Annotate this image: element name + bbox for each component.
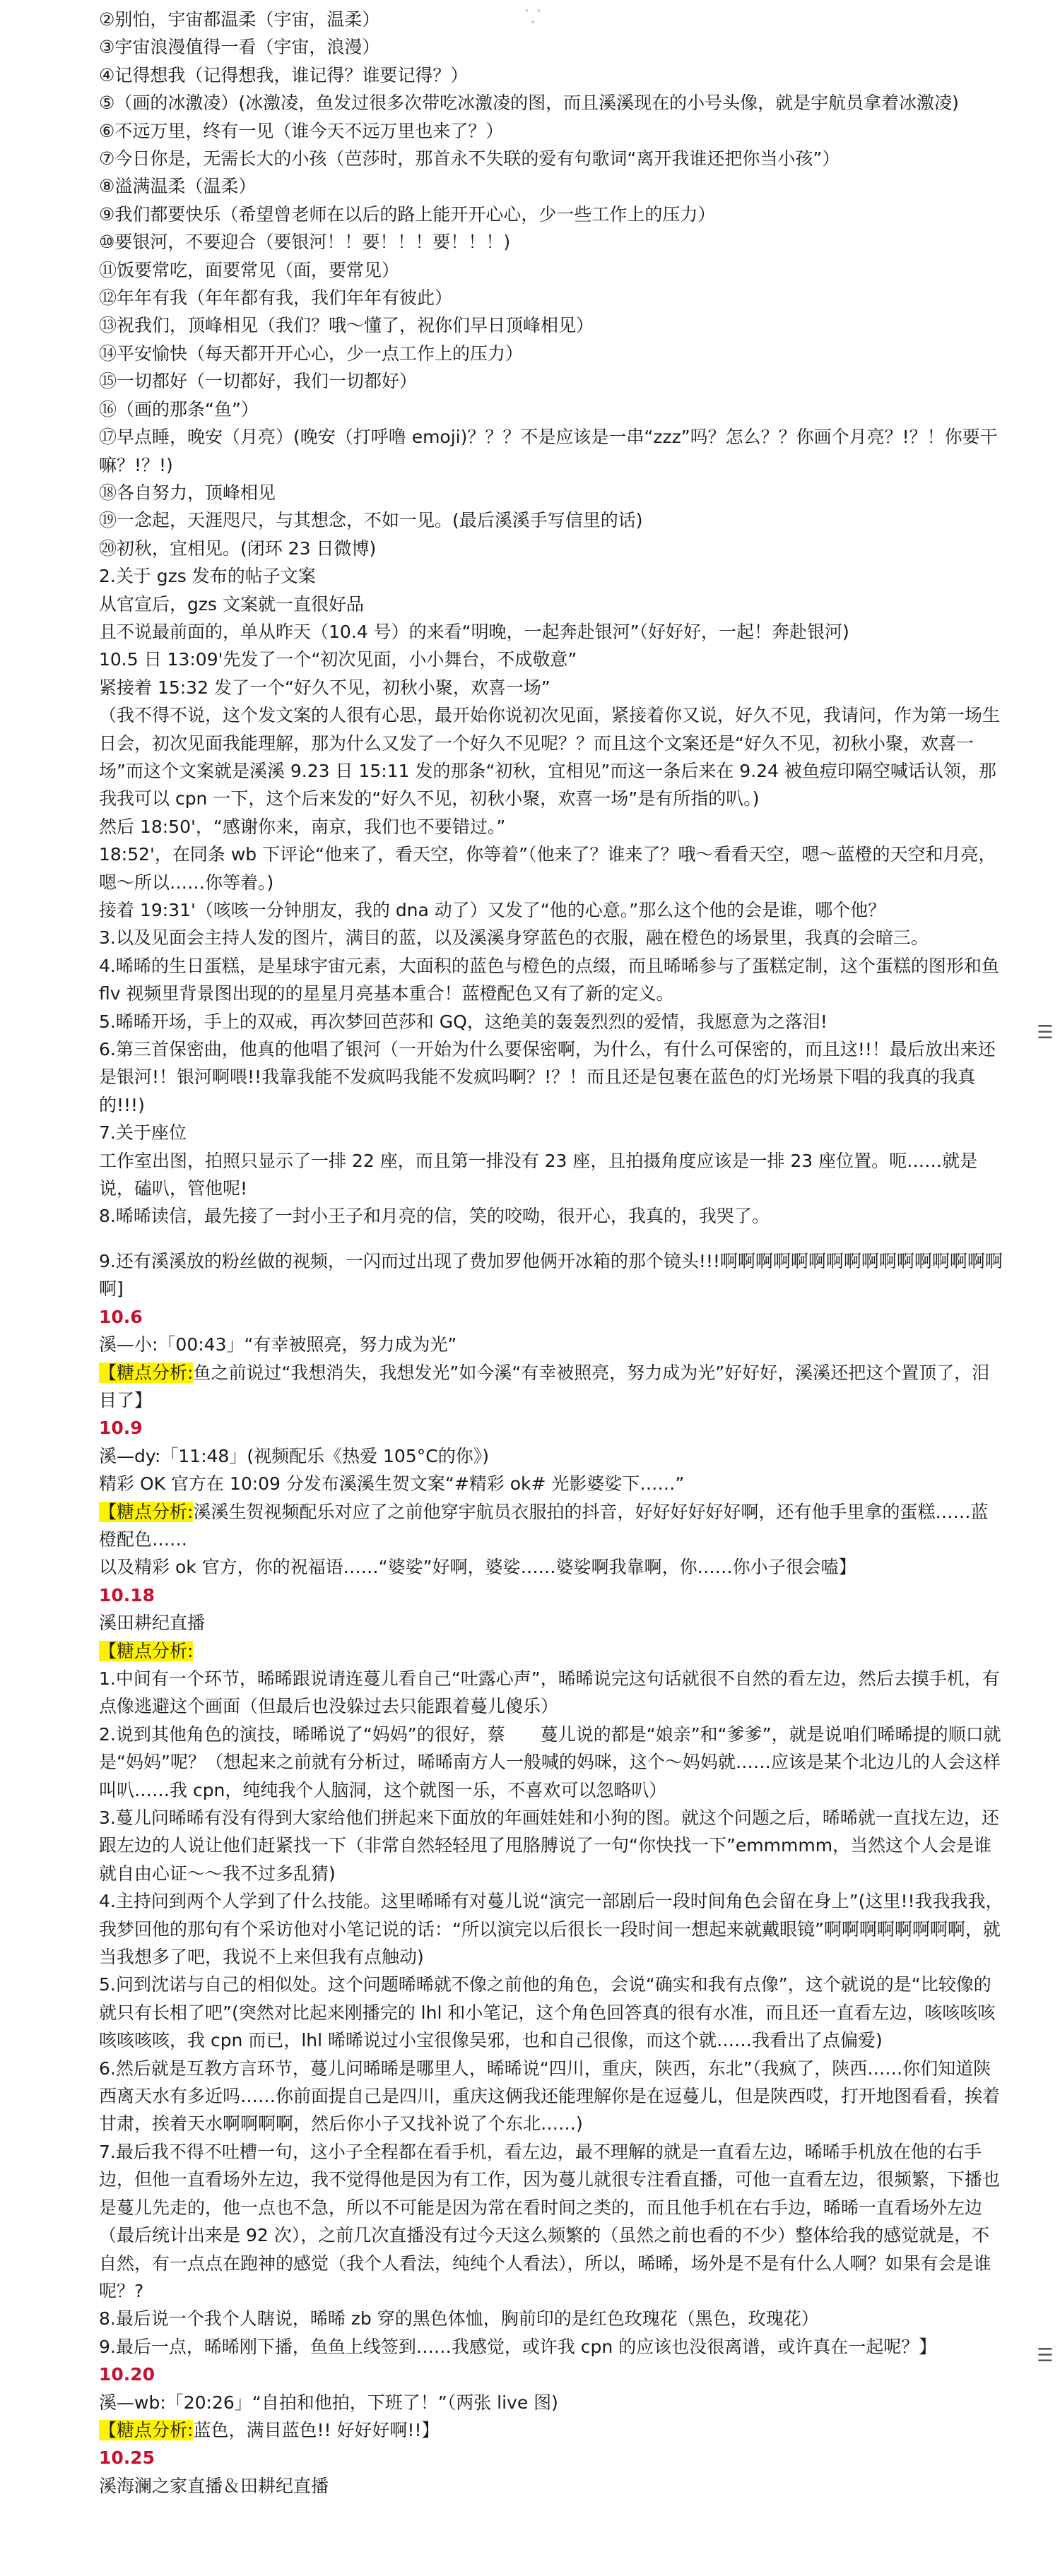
text-line: 溪—wb:「20:26」“自拍和他拍，下班了！”（两张 live 图): [99, 2392, 558, 2413]
text-line: 6.第三首保密曲，他真的他唱了银河（一开始为什么要保密啊，为什么，有什么可保密的，而且这!!！最后放出来还是银河!！银河啊喂!!我靠我能不发疯吗我能不发疯吗啊？!？！而且还是包裹在蓝色的灯光场景下唱的我真的我真的!!!): [99, 1039, 996, 1115]
text-line: 5.晞晞开场，手上的双戒，再次梦回芭莎和 GQ，这绝美的轰轰烈烈的爱情，我愿意为之落泪!: [99, 1011, 828, 1032]
analysis-paragraph: [99, 1637, 1003, 1665]
text-line: ⑭平安愉快（每天都开开心心，少一点工作上的压力）: [99, 343, 524, 364]
analysis-label: 【糖点分析:: [99, 1362, 194, 1383]
text-line: ⑧溢满温柔（温柔）: [99, 176, 257, 197]
analysis-label: 【糖点分析:: [99, 2419, 194, 2440]
text-line: ④记得想我（记得想我，谁记得？谁要记得？）: [99, 64, 469, 85]
text-line: ⑬祝我们，顶峰相见（我们？哦～懂了，祝你们早日顶峰相见）: [99, 315, 594, 336]
text-line: 溪田耕纪直播: [99, 1613, 206, 1634]
text-line: ⑨我们都要快乐（希望曾老师在以后的路上能开开心心，少一些工作上的压力）: [99, 203, 716, 225]
date-heading: 10.20: [99, 2364, 155, 2385]
date-heading: 10.18: [99, 1584, 155, 1605]
text-line: （我不得不说，这个发文案的人很有心思，最开始你说初次见面，紧接着你又说，好久不见，我请问，作为第一场生日会，初次见面我能理解，那为什么又发了一个好久不见呢？？而且这个文案还是“好久不见，初秋小聚，欢喜一场”而这个文案就是溪溪 9.23 日 15:11 发的那条“初秋，宜相见”而这一条后来在 9.24 被鱼痘印隔空喊话认领，那我我可以 cpn 一下，这个后来发的“好久不见，初秋小聚，欢喜一场”是有所指的叭。): [99, 705, 1001, 809]
text-line: ⑫年年有我（年年都有我，我们年年有彼此）: [99, 287, 453, 309]
text-line: ⑳初秋，宜相见。(闭环 23 日微博): [99, 538, 377, 559]
text-line: 10.5 日 13:09'先发了一个“初次见面，小小舞台，不成敬意”: [99, 649, 577, 670]
text-line: 从官宣后，gzs 文案就一直很好品: [99, 593, 364, 615]
analysis-label: 【糖点分析:: [99, 1501, 194, 1522]
text-line: 3.蔓儿问晞晞有没有得到大家给他们拼起来下面放的年画娃娃和小狗的图。就这个问题之后，晞晞就一直找左边，还跟左边的人说让他们赶紧找一下（非常自然轻轻甩了甩胳膊说了一句“你快找一下”emmmmm，当然这个人会是谁就自由心证～～我不过多乱猜): [99, 1808, 999, 1884]
text-line: 以及精彩 ok 官方，你的祝福语……“婆娑”好啊，婆娑……婆娑啊我靠啊，你……你小子很会嗑】: [99, 1557, 856, 1578]
text-line: 1.中间有一个环节，晞晞跟说请连蔓儿看自己“吐露心声”，晞晞说完这句话就很不自然的看左边，然后去摸手机，有点像逃避这个画面（但最后也没躲过去只能跟着蔓儿傻乐）: [99, 1668, 1000, 1717]
text-line: 8.晞晞读信，最先接了一封小王子和月亮的信，笑的咬呦，很开心，我真的，我哭了。: [99, 1206, 770, 1227]
text-line: 3.以及见面会主持人发的图片，满目的蓝，以及溪溪身穿蓝色的衣服，融在橙色的场景里，我真的会暗三。: [99, 927, 929, 949]
analysis-text: 蓝色，满目蓝色!! 好好好啊!!】: [193, 2419, 440, 2440]
text-line: 7.关于座位: [99, 1122, 187, 1144]
text-line: 溪海澜之家直播＆田耕纪直播: [99, 2475, 329, 2496]
text-line: 溪—dy:「11:48」(视频配乐《热爱 105°C的你》): [99, 1445, 489, 1466]
text-line: ⑲一念起，天涯咫尺，与其想念，不如一见。(最后溪溪手写信里的话): [99, 510, 643, 531]
text-line: 然后 18:50'，“感谢你来，南京，我们也不要错过。”: [99, 816, 506, 837]
text-line: ⑤（画的冰激凌）(冰激凌，鱼发过很多次带吃冰激凌的图，而且溪溪现在的小号头像，就是宇航员拿着冰激凌): [99, 93, 959, 114]
text-line: ⑦今日你是，无需长大的小孩（芭莎时，那首永不失联的爱有句歌词“离开我谁还把你当小孩”）: [99, 148, 840, 170]
text-line: 9.最后一点，晞晞刚下播，鱼鱼上线签到……我感觉，或许我 cpn 的应该也没很离谱，或许真在一起呢？】: [99, 2336, 937, 2357]
text-line: ⑱各自努力，顶峰相见: [99, 482, 276, 503]
text-line: 18:52'，在同条 wb 下评论“他来了，看天空，你等着”（他来了？谁来了？哦～看看天空，嗯～蓝橙的天空和月亮，嗯～所以……你等着。): [99, 844, 996, 893]
text-line: 8.最后说一个我个人瞎说，晞晞 zb 穿的黑色体恤，胸前印的是红色玫瑰花（黑色，玫瑰花）: [99, 2308, 819, 2329]
text-line: 溪—小:「00:43」“有幸被照亮，努力成为光”: [99, 1334, 457, 1355]
text-line: 且不说最前面的，单从昨天（10.4 号）的来看“明晚，一起奔赴银河”（好好好，一起！奔赴银河): [99, 621, 849, 642]
text-line: 接着 19:31'（咳咳一分钟朋友，我的 dna 动了）又发了“他的心意。”那么这个他的会是谁，哪个他？: [99, 900, 886, 920]
text-line: 9.还有溪溪放的粉丝做的视频，一闪而过出现了费加罗他俩开冰箱的那个镜头!!!啊啊啊啊啊啊啊啊啊啊啊啊啊啊啊啊啊]: [99, 1250, 1003, 1300]
analysis-text: 溪溪生贺视频配乐对应了之前他穿宇航员衣服拍的抖音，好好好好好好啊，还有他手里拿的蛋糕……蓝橙配色……: [99, 1501, 989, 1550]
text-line: 7.最后我不得不吐槽一句，这小子全程都在看手机，看左边，最不理解的就是一直看左边，晞晞手机放在他的右手边，但他一直看场外左边，我不觉得他是因为有工作，因为蔓儿就很专注看直播，可他一直看左边，很频繁，下播也是蔓儿先走的，他一点也不急，所以不可能是因为常在看时间之类的，而且他手机在右手边，晞晞一直看场外左边（最后统计出来是 92 次），之前几次直播没有过今天这么频繁的（虽然之前也看的不少）整体给我的感觉就是，不自然，有一点点在跑神的感觉（我个人看法，纯纯个人看法），所以，晞晞，场外是不是有什么人啊？如果有会是谁呢？?: [99, 2141, 1001, 2301]
text-line: ⑥不远万里，终有一见（谁今天不远万里也来了？）: [99, 120, 504, 141]
text-line: ⑪饭要常吃，面要常见（面，要常见）: [99, 259, 400, 280]
text-line: 精彩 OK 官方在 10:09 分发布溪溪生贺文案“#精彩 ok# 光影婆娑下……”: [99, 1473, 685, 1495]
text-line: ⑯（画的那条“鱼”）: [99, 398, 259, 420]
text-line: 紧接着 15:32 发了一个“好久不见，初秋小聚，欢喜一场”: [99, 677, 550, 698]
text-line: 5.问到沈诺与自己的相似处。这个问题晞晞就不像之前他的角色，会说“确实和我有点像”，这个就说的是“比较像的就只有长相了吧”(突然对比起来刚播完的 lhl 和小笔记，这个角色回答真的很有水准，而且还一直看左边，咳咳咳咳咳咳咳咳，我 cpn 而已，lhl 晞晞说过小宝很像吴邪，也和自己很像，而这个就……我看出了点偏爱): [99, 1974, 996, 2051]
text-line: 4.晞晞的生日蛋糕，是星球宇宙元素，大面积的蓝色与橙色的点缀，而且晞晞参与了蛋糕定制，这个蛋糕的图形和鱼 flv 视频里背景图出现的的星星月亮基本重合！蓝橙配色又有了新的定义。: [99, 955, 999, 1004]
list-menu-icon[interactable]: ☰: [1037, 1022, 1054, 1043]
text-line: [99, 1230, 1003, 1247]
text-line: 2.关于 gzs 发布的帖子文案: [99, 566, 316, 587]
text-line: ⑰早点睡，晚安（月亮）(晚安（打呼噜 emoji)？？？不是应该是一串“zzz”吗？怎么？？你画个月亮？!？！你要干嘛？!？!): [99, 427, 998, 475]
analysis-paragraph: [99, 1359, 1003, 1415]
text-line: 工作室出图，拍照只显示了一排 22 座，而且第一排没有 23 座，且拍摄角度应该是一排 23 座位置。呃……就是说，磕叭，管他呢!: [99, 1150, 978, 1199]
date-heading: 10.9: [99, 1418, 143, 1439]
analysis-paragraph: [99, 1498, 1003, 1554]
text-line: 6.然后就是互教方言环节，蔓儿问晞晞是哪里人，晞晞说“四川，重庆，陕西，东北”（我疯了，陕西……你们知道陕西离天水有多近吗……你前面提自己是四川，重庆这俩我还能理解你是在逗蔓儿，但是陕西哎，打开地图看看，挨着甘肃，挨着天水啊啊啊啊，然后你小子又找补说了个东北……): [99, 2058, 1001, 2135]
analysis-paragraph: [99, 2416, 1003, 2444]
analysis-label: 【糖点分析:: [99, 1640, 194, 1661]
date-heading: 10.6: [99, 1306, 143, 1327]
text-line: ⑩要银河，不要迎合（要银河！！要！！！要！！！): [99, 232, 511, 253]
document-body: [99, 6, 1003, 2500]
text-line: ③宇宙浪漫值得一看（宇宙，浪漫）: [99, 37, 380, 58]
text-line: 2.说到其他角色的演技，晞晞说了“妈妈”的很好，蔡 蔓儿说的都是“娘亲”和“爹爹”，就是说咱们晞晞提的顺口就是“妈妈”呢？（想起来之前就有分析过，晞晞南方人一般喊的妈咪，这个～妈妈就……应该是某个北边儿的人会这样叫叭……我 cpn，纯纯我个人脑洞，这个就图一乐，不喜欢可以忽略叭）: [99, 1723, 1001, 1800]
analysis-text: 鱼之前说过“我想消失，我想发光”如今溪“有幸被照亮，努力成为光”好好好，溪溪还把这个置顶了，泪目了】: [99, 1362, 990, 1411]
text-line: ②别怕，宇宙都温柔（宇宙，温柔）: [99, 9, 380, 30]
date-heading: 10.25: [99, 2447, 155, 2469]
text-line: 4.主持问到两个人学到了什么技能。这里晞晞有对蔓儿说“演完一部剧后一段时间角色会留在身上”(这里!!我我我我，我梦回他的那句有个采访他对小笔记说的话：“所以演完以后很长一段时间一想起来就戴眼镜”啊啊啊啊啊啊啊啊，就当我想多了吧，我说不上来但我有点触动): [99, 1891, 1003, 1968]
text-line: ⑮一切都好（一切都好，我们一切都好）: [99, 371, 418, 392]
more-dots-icon: • • •: [524, 6, 543, 28]
list-menu-icon[interactable]: ☰: [1037, 2345, 1054, 2366]
